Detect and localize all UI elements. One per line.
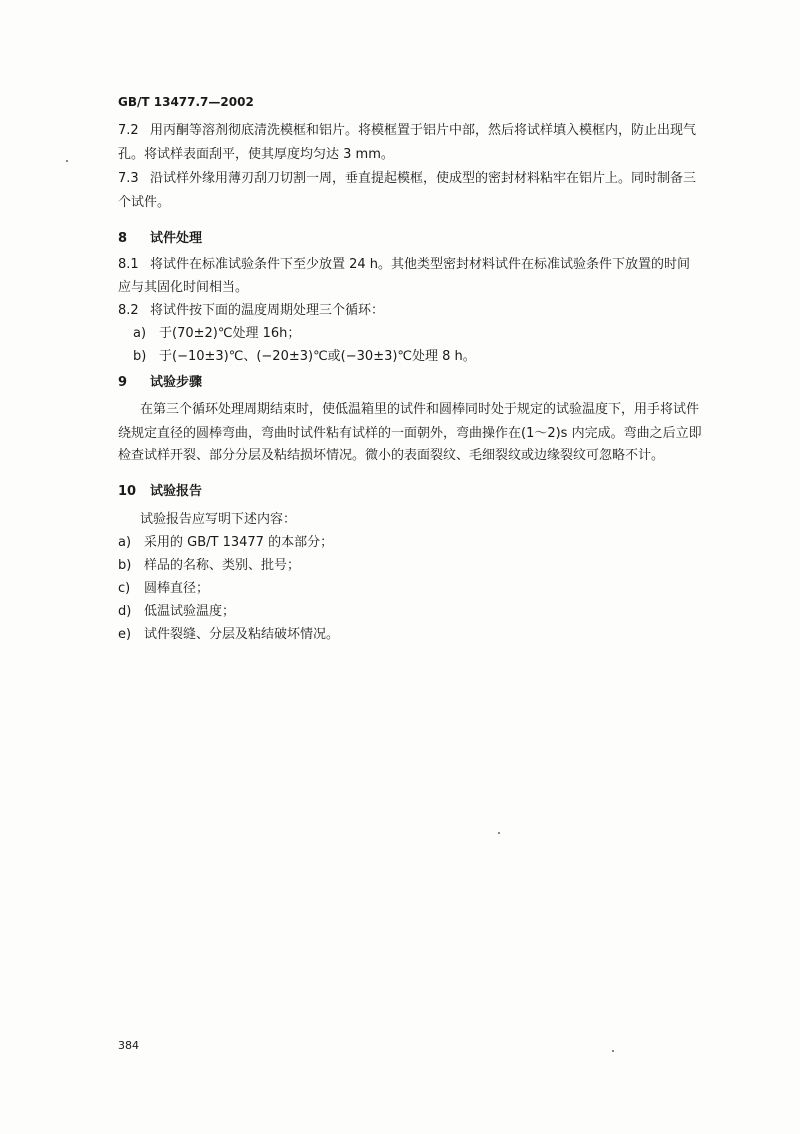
list-label: a) — [118, 535, 132, 550]
clause-8-2 — [118, 303, 384, 319]
list-text: 于(−10±3)℃、(−20±3)℃或(−30±3)℃处理 8 h。 — [159, 349, 476, 364]
clause-7-3-cont: 个试件。 — [118, 195, 171, 210]
document-header: GB/T 13477.7—2002 — [118, 95, 254, 109]
section-number: 9 — [118, 375, 128, 390]
list-text: 低温试验温度； — [144, 604, 236, 619]
list-item — [133, 349, 476, 365]
clause-text: 沿试样外缘用薄刃刮刀切割一周，垂直提起模框，使成型的密封材料粘牢在铝片上。同时制备三 — [150, 171, 697, 186]
clause-number: 8.1 — [118, 257, 139, 272]
clause-7-2-cont: 孔。将试样表面刮平，使其厚度均匀达 3 mm。 — [118, 147, 394, 162]
list-item — [118, 604, 235, 620]
section-9-heading — [118, 375, 202, 391]
section-title: 试件处理 — [150, 231, 203, 246]
clause-text: 用丙酮等溶剂彻底清洗模框和铝片。将模框置于铝片中部，然后将试样填入模框内，防止出现气 — [150, 123, 697, 138]
list-item — [118, 627, 339, 643]
list-item — [133, 326, 300, 342]
section-9-para-line: 在第三个循环处理周期结束时，使低温箱里的试件和圆棒同时处于规定的试验温度下，用手将试件 — [140, 402, 700, 417]
scan-speck — [612, 1050, 614, 1052]
list-item — [118, 535, 333, 551]
section-title: 试验报告 — [150, 484, 203, 499]
clause-8-1-cont: 应与其固化时间相当。 — [118, 280, 249, 295]
list-label: b) — [118, 558, 132, 573]
list-text: 样品的名称、类别、批号； — [144, 558, 301, 573]
list-text: 采用的 GB/T 13477 的本部分； — [144, 535, 334, 550]
list-text: 试件裂缝、分层及粘结破坏情况。 — [144, 627, 340, 642]
section-8-heading — [118, 231, 202, 247]
list-label: a) — [133, 326, 147, 341]
clause-number: 7.3 — [118, 171, 139, 186]
clause-7-3 — [118, 171, 696, 187]
section-number: 10 — [118, 484, 137, 499]
clause-number: 8.2 — [118, 303, 139, 318]
list-text: 圆棒直径； — [144, 581, 210, 596]
section-10-heading — [118, 484, 202, 500]
scan-speck — [498, 832, 500, 834]
page-number: 384 — [118, 1039, 139, 1052]
list-label: e) — [118, 627, 132, 642]
list-label: b) — [133, 349, 147, 364]
clause-number: 7.2 — [118, 123, 139, 138]
list-item — [118, 558, 300, 574]
list-label: c) — [118, 581, 131, 596]
clause-text: 将试件在标准试验条件下至少放置 24 h。其他类型密封材料试件在标准试验条件下放置的时间 — [150, 257, 691, 272]
clause-text: 将试件按下面的温度周期处理三个循环： — [150, 303, 385, 318]
scan-speck — [66, 160, 68, 162]
section-9-para-line: 检查试样开裂、部分分层及粘结损坏情况。微小的表面裂纹、毛细裂纹或边缘裂纹可忽略不计。 — [118, 448, 665, 463]
section-number: 8 — [118, 231, 128, 246]
clause-8-1 — [118, 257, 690, 273]
section-9-para-line: 绕规定直径的圆棒弯曲，弯曲时试件粘有试样的一面朝外，弯曲操作在(1～2)s 内完成。弯曲之后立即 — [118, 426, 702, 441]
list-text: 于(70±2)℃处理 16h； — [159, 326, 301, 341]
list-label: d) — [118, 604, 132, 619]
list-item — [118, 581, 209, 597]
section-10-intro: 试验报告应写明下述内容： — [140, 512, 297, 527]
section-title: 试验步骤 — [150, 375, 203, 390]
clause-7-2 — [118, 123, 696, 139]
